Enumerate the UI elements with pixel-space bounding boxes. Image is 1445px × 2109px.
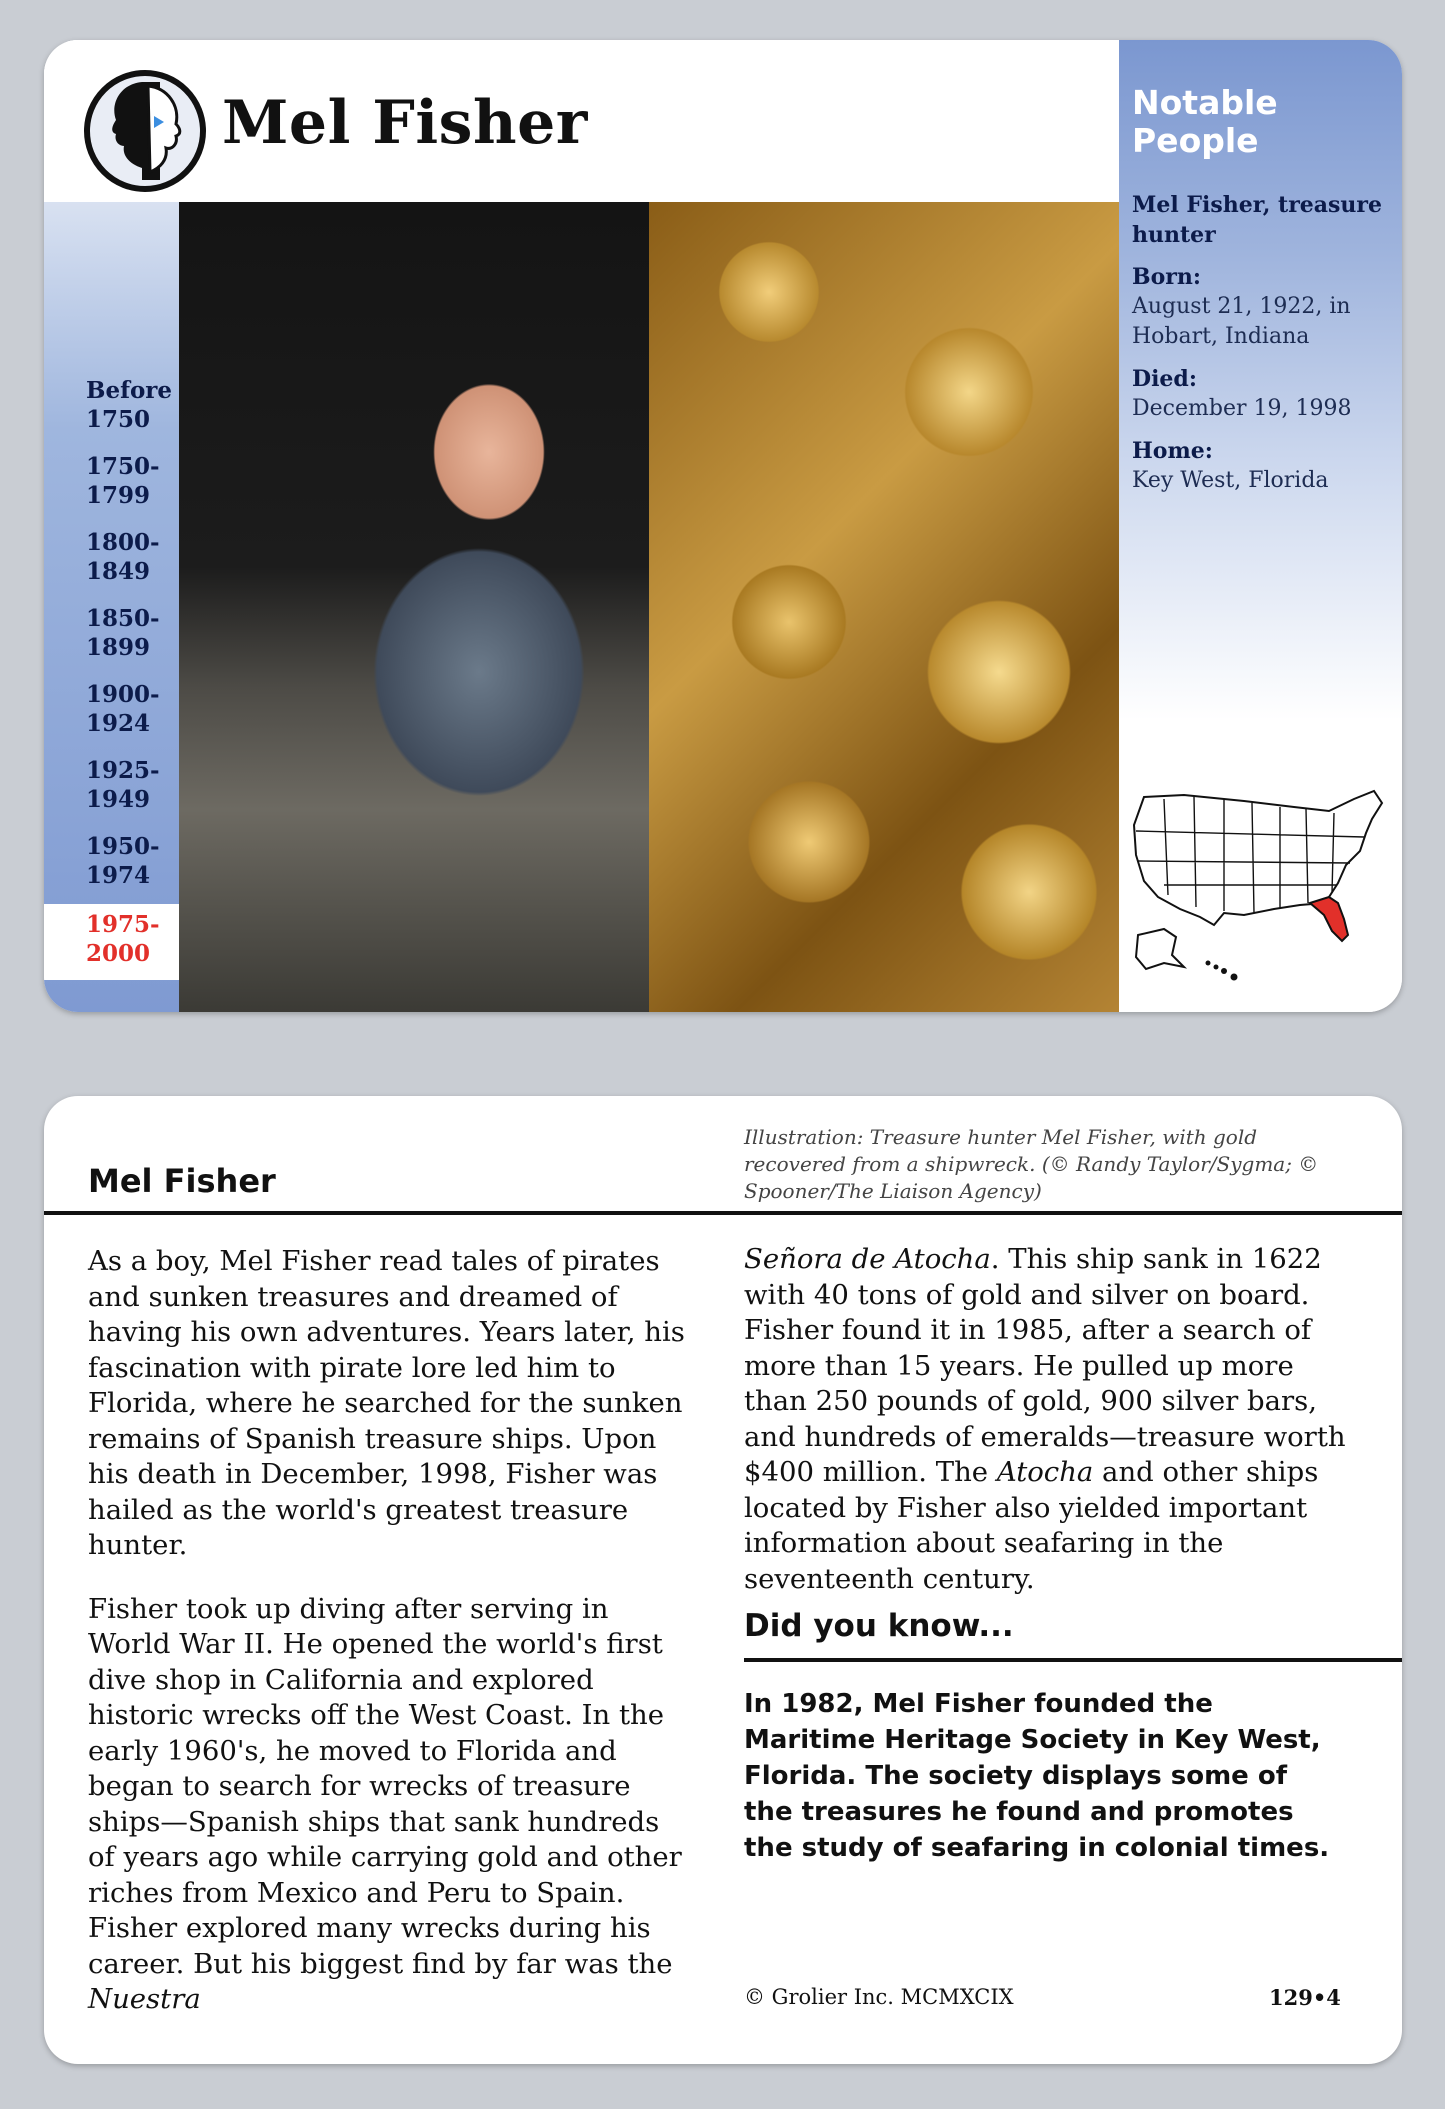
portrait-photo <box>179 202 649 1012</box>
front-card <box>44 40 1402 1012</box>
category-label: Notable People <box>1132 83 1278 160</box>
article-right-column <box>744 1242 1354 1625</box>
fact-home-label: Home: <box>1132 438 1213 464</box>
copyright: © Grolier Inc. MCMXCIX <box>744 1985 1014 2009</box>
front-title: Mel Fisher <box>222 88 588 158</box>
fact-name: Mel Fisher, treasure hunter <box>1132 192 1383 248</box>
ship-name: Atocha <box>996 1456 1094 1488</box>
facts-list <box>1132 190 1392 508</box>
timeline-item: 1900-1924 <box>86 681 160 737</box>
card-number: 129•4 <box>1269 1985 1341 2010</box>
us-map-icon <box>1124 785 1394 995</box>
ship-name: Nuestra <box>88 1983 201 2015</box>
article-paragraph <box>88 1592 688 2018</box>
timeline-item: 1800-1849 <box>86 529 160 585</box>
era-timeline <box>44 372 179 980</box>
timeline-item: Before 1750 <box>86 377 173 433</box>
timeline-item-active: 1975-2000 <box>44 904 179 980</box>
did-you-know-divider <box>744 1658 1402 1662</box>
back-title: Mel Fisher <box>88 1162 276 1200</box>
profile-logo-icon <box>84 70 206 192</box>
fact-home-value: Key West, Florida <box>1132 468 1329 493</box>
fact-died-value: December 19, 1998 <box>1132 396 1352 421</box>
timeline-item: 1925-1949 <box>86 757 160 813</box>
did-you-know-title: Did you know... <box>744 1608 1014 1644</box>
paragraph-text: and other ships located by Fisher also yielded important information about seafaring in the seventeenth century. <box>744 1456 1319 1595</box>
photo-caption: Illustration: Treasure hunter Mel Fisher, with gold recovered from a shipwreck. (© Randy Taylor/Sygma; © Spooner/The Liaison Agency) <box>744 1125 1319 1203</box>
back-card <box>44 1096 1402 2064</box>
did-you-know-body: In 1982, Mel Fisher founded the Maritime Heritage Society in Key West, Florida. The society displays some of the treasures he found and promotes the study of seafaring in colonial times. <box>744 1689 1330 1863</box>
gold-coins-photo <box>649 202 1119 1012</box>
timeline-item: 1750-1799 <box>86 453 160 509</box>
fact-born-value: August 21, 1922, in Hobart, Indiana <box>1132 294 1351 349</box>
paragraph-text: Fisher took up diving after serving in World War II. He opened the world's first dive shop in California and explored historic wrecks off the West Coast. In the early 1960's, he moved to Florida and began to search for wrecks of treasure ships—Spanish ships that sank hundreds of years ago while carrying gold and other riches from Mexico and Peru to Spain. Fisher explored many wrecks during his career. But his biggest find by far was the <box>88 1592 682 1980</box>
article-paragraph <box>744 1242 1354 1597</box>
fact-born-label: Born: <box>1132 264 1201 290</box>
article-left-column <box>88 1244 688 2046</box>
paragraph-text: . This ship sank in 1622 with 40 tons of gold and silver on board. Fisher found it in 1985, after a search of more than 15 years. He pulled up more than 250 pounds of gold, 900 silver bars, and hundreds of emeralds—treasure worth $400 million. The <box>744 1243 1346 1488</box>
header-divider <box>44 1211 1402 1215</box>
fact-died-label: Died: <box>1132 366 1197 392</box>
timeline-item: 1850-1899 <box>86 605 160 661</box>
article-paragraph: As a boy, Mel Fisher read tales of pirates and sunken treasures and dreamed of having his own adventures. Years later, his fascination with pirate lore led him to Florida, where he searched for the sunken remains of Spanish treasure ships. Upon his death in December, 1998, Fisher was hailed as the world's greatest treasure hunter. <box>88 1245 685 1561</box>
ship-name: Señora de Atocha <box>744 1243 991 1275</box>
timeline-item: 1950-1974 <box>86 833 160 889</box>
